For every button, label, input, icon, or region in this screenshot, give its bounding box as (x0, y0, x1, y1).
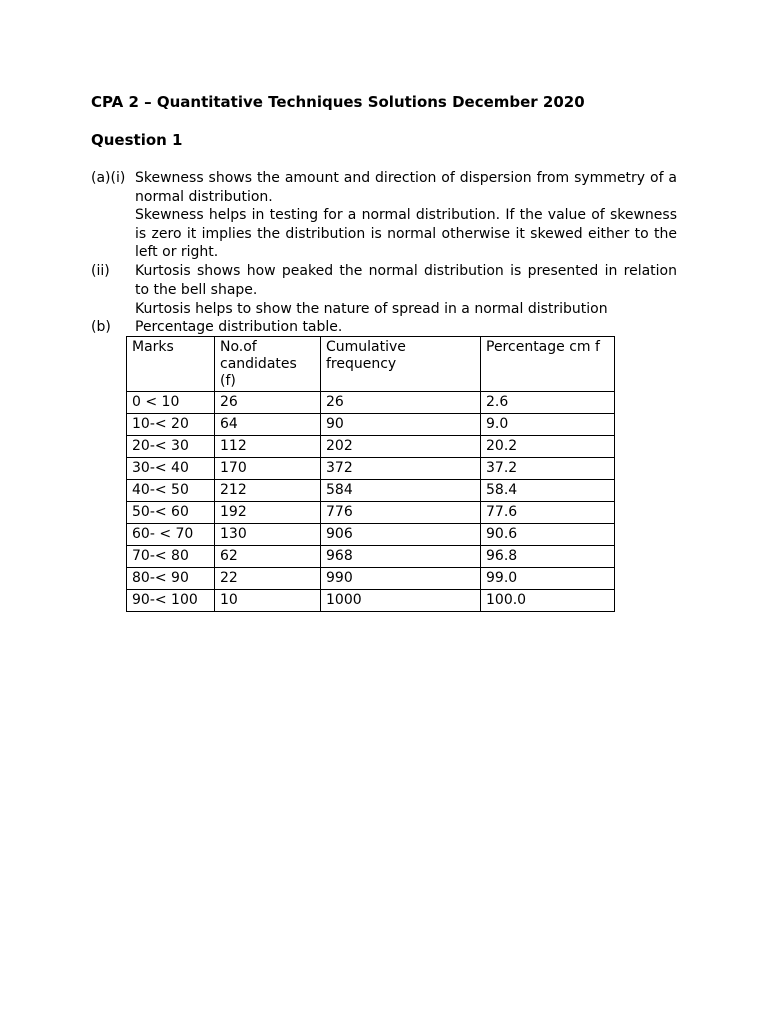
marks-cell: 10-< 20 (127, 414, 215, 436)
percentage-cell: 9.0 (481, 414, 615, 436)
header-cumulative-frequency: Cumulative frequency (321, 337, 481, 392)
percentage-cell: 77.6 (481, 502, 615, 524)
skewness-definition: Skewness shows the amount and direction of dispersion from symmetry of a normal distribution. (135, 170, 677, 205)
header-marks: Marks (127, 337, 215, 392)
cumulative-cell: 372 (321, 458, 481, 480)
skewness-usage: Skewness helps in testing for a normal distribution. If the value of skewness is zero it implies the distribution is normal otherwise it skewed either to the left or right. (135, 207, 677, 261)
table-row (127, 524, 615, 546)
table-row (127, 436, 615, 458)
percentage-cell: 20.2 (481, 436, 615, 458)
table-row (127, 414, 615, 436)
marks-cell: 30-< 40 (127, 458, 215, 480)
marks-cell: 60- < 70 (127, 524, 215, 546)
cumulative-cell: 776 (321, 502, 481, 524)
kurtosis-definition: Kurtosis shows how peaked the normal distribution is presented in relation to the bell shape. (135, 263, 677, 298)
percentage-cell: 100.0 (481, 590, 615, 612)
header-percentage: Percentage cm f (481, 337, 615, 392)
cumulative-cell: 202 (321, 436, 481, 458)
frequency-cell: 64 (215, 414, 321, 436)
marks-cell: 80-< 90 (127, 568, 215, 590)
table-row (127, 546, 615, 568)
question-heading: Question 1 (91, 131, 183, 149)
frequency-cell: 22 (215, 568, 321, 590)
marks-cell: 20-< 30 (127, 436, 215, 458)
frequency-cell: 192 (215, 502, 321, 524)
frequency-cell: 170 (215, 458, 321, 480)
kurtosis-usage: Kurtosis helps to show the nature of spread in a normal distribution (135, 301, 608, 317)
cumulative-cell: 906 (321, 524, 481, 546)
percentage-distribution-table (126, 336, 615, 612)
percentage-cell: 37.2 (481, 458, 615, 480)
percentage-cell: 99.0 (481, 568, 615, 590)
cumulative-cell: 90 (321, 414, 481, 436)
page-title: CPA 2 – Quantitative Techniques Solutions December 2020 (91, 93, 585, 111)
percentage-cell: 2.6 (481, 392, 615, 414)
frequency-cell: 112 (215, 436, 321, 458)
marks-cell: 40-< 50 (127, 480, 215, 502)
marks-cell: 90-< 100 (127, 590, 215, 612)
frequency-cell: 62 (215, 546, 321, 568)
cumulative-cell: 584 (321, 480, 481, 502)
table-row (127, 392, 615, 414)
cumulative-cell: 1000 (321, 590, 481, 612)
table-caption: Percentage distribution table. (135, 319, 343, 335)
marks-cell: 0 < 10 (127, 392, 215, 414)
percentage-cell: 90.6 (481, 524, 615, 546)
marks-cell: 70-< 80 (127, 546, 215, 568)
table-row (127, 458, 615, 480)
table-header-row (127, 337, 615, 392)
marks-cell: 50-< 60 (127, 502, 215, 524)
frequency-cell: 26 (215, 392, 321, 414)
part-b-label: (b) (91, 319, 111, 335)
frequency-cell: 130 (215, 524, 321, 546)
cumulative-cell: 26 (321, 392, 481, 414)
cumulative-cell: 990 (321, 568, 481, 590)
header-candidates: No.of candidates (f) (215, 337, 321, 392)
part-a-i-label: (a)(i) (91, 170, 126, 186)
percentage-cell: 96.8 (481, 546, 615, 568)
table-row (127, 502, 615, 524)
table-row (127, 568, 615, 590)
cumulative-cell: 968 (321, 546, 481, 568)
table-row (127, 480, 615, 502)
frequency-cell: 212 (215, 480, 321, 502)
frequency-cell: 10 (215, 590, 321, 612)
part-a-ii-label: (ii) (91, 263, 110, 279)
percentage-cell: 58.4 (481, 480, 615, 502)
table-row (127, 590, 615, 612)
